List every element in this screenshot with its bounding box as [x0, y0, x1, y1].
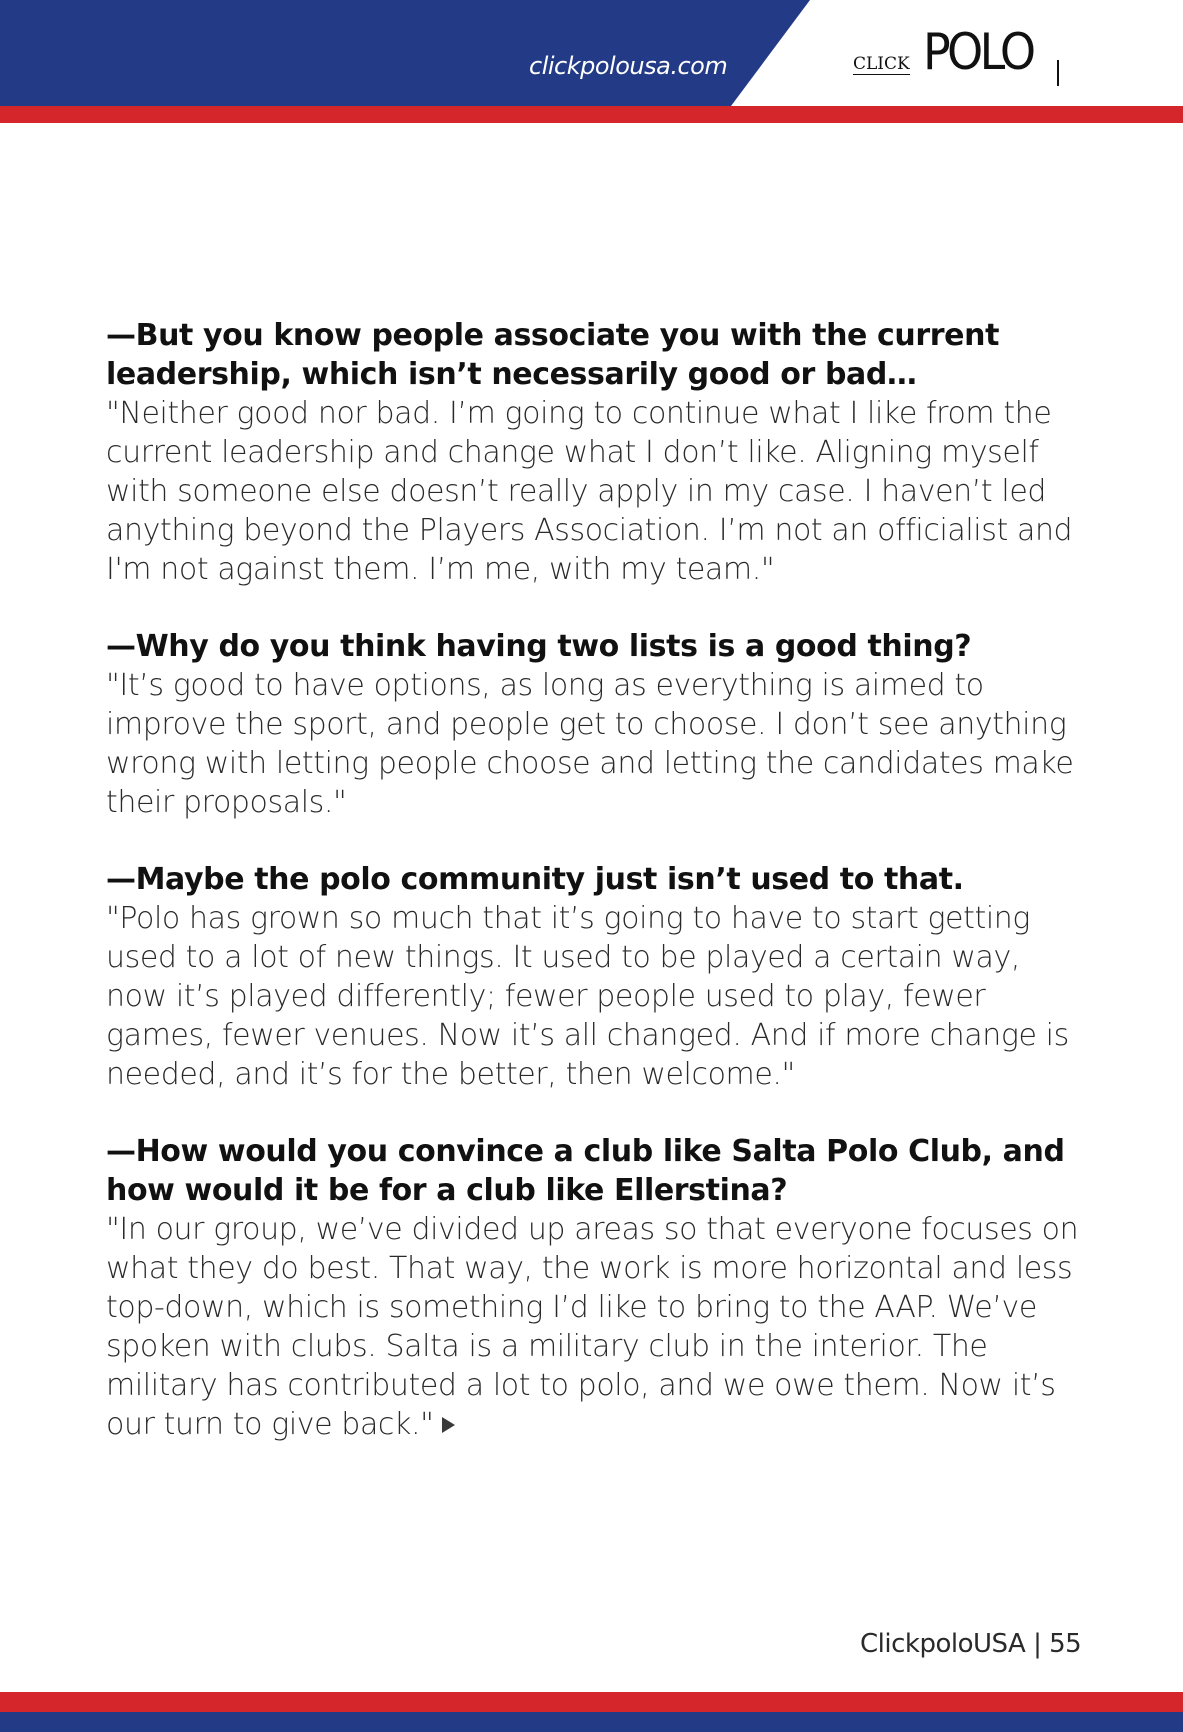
- answer: "It’s good to have options, as long as everything is aimed to improve the sport, and people get to choose. I don’t see anything wrong with letting people choose and letting the candidates make their proposals.": [106, 668, 1074, 820]
- question: —But you know people associate you with the current leadership, which isn’t necessarily good or bad…: [106, 318, 1000, 392]
- question: —How would you convince a club like Salta Polo Club, and how would it be for a club like Ellerstina?: [106, 1134, 1065, 1208]
- qa-block: [106, 860, 1086, 1094]
- answer: "Neither good nor bad. I’m going to continue what I like from the current leadership and change what I don’t like. Aligning myself with someone else doesn’t really apply in my case. I haven’t led anything beyond the Players Association. I’m not an officialist and I'm not against them. I’m me, with my team.": [106, 396, 1073, 587]
- qa-block: [106, 316, 1086, 589]
- logo-click-text: CLICK: [853, 54, 910, 74]
- footer-navy-stripe: [0, 1712, 1183, 1732]
- logo-polo-text: POLO: [923, 23, 1033, 81]
- interview-content: [106, 316, 1086, 1482]
- page-footer: ClickpoloUSA | 55: [860, 1629, 1082, 1659]
- site-url[interactable]: clickpolousa.com: [529, 52, 728, 80]
- question: —Maybe the polo community just isn’t used to that.: [106, 862, 964, 897]
- qa-block: [106, 627, 1086, 822]
- header-red-stripe: [0, 106, 1183, 123]
- qa-block: [106, 1132, 1086, 1444]
- clickpolo-logo: [853, 23, 1063, 94]
- footer-band: [0, 1692, 1183, 1732]
- end-of-article-marker-icon: [442, 1417, 455, 1433]
- answer: "In our group, we’ve divided up areas so that everyone focuses on what they do best. That way, the work is more horizontal and less top-down, which is something I’d like to bring to the AAP. We’ve spoken with clubs. Salta is a military club in the interior. The military has contributed a lot to polo, and we owe them. Now it’s our turn to give back.": [106, 1212, 1079, 1442]
- footer-red-stripe: [0, 1692, 1183, 1712]
- answer: "Polo has grown so much that it’s going to have to start getting used to a lot of new things. It used to be played a certain way, now it’s played differently; fewer people used to play, fewer games, fewer venues. Now it’s all changed. And if more change is needed, and it’s for the better, then welcome.": [106, 901, 1069, 1092]
- question: —Why do you think having two lists is a good thing?: [106, 629, 972, 664]
- logo-stem: [1057, 60, 1059, 86]
